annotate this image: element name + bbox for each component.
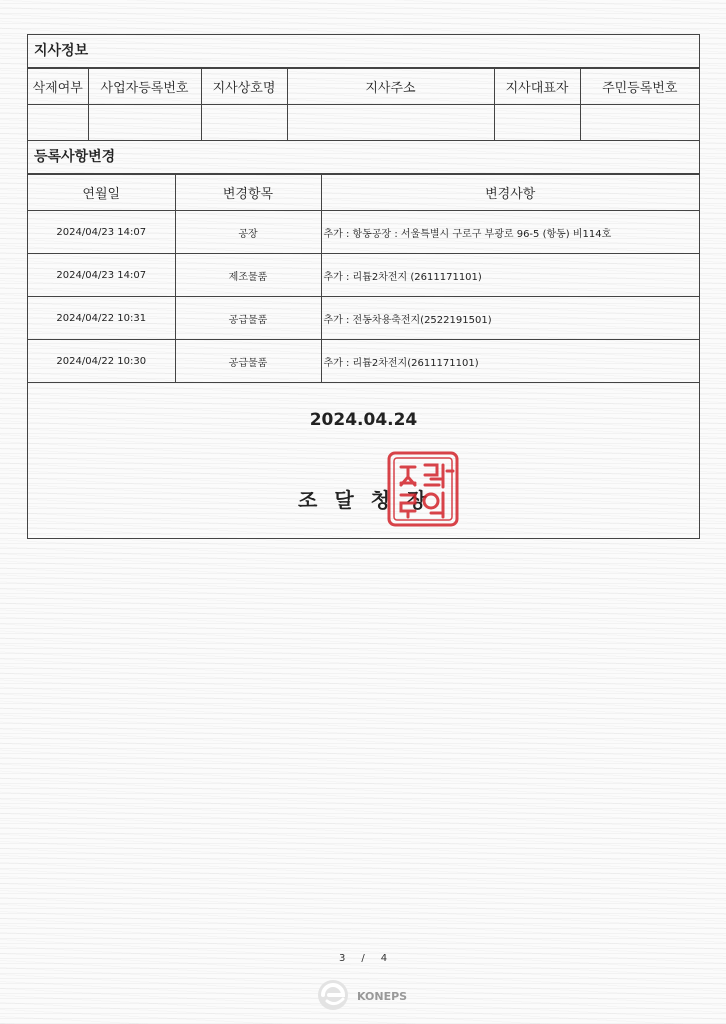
table-row: [28, 254, 699, 297]
change-detail: 추가 : 항동공장 : 서울특별시 구로구 부광로 96-5 (항동) 비114호: [321, 211, 699, 254]
change-date: 2024/04/22 10:30: [28, 340, 175, 383]
change-detail: 추가 : 리튬2차전지(2611171101): [321, 340, 699, 383]
table-cell: [28, 105, 88, 141]
branch-info-table: [28, 68, 699, 141]
table-header-row: [28, 69, 699, 105]
table-cell: [287, 105, 494, 141]
table-header-row: [28, 175, 699, 211]
branch-info-section: [27, 34, 700, 539]
table-cell: [88, 105, 201, 141]
change-item: 제조물품: [175, 254, 321, 297]
page-current: 3: [338, 953, 346, 964]
table-cell: [580, 105, 699, 141]
signature-area: [28, 383, 699, 538]
change-detail: 추가 : 전동차용축전지(2522191501): [321, 297, 699, 340]
koneps-logo: [313, 973, 413, 1013]
page-number: [0, 953, 726, 964]
change-item: 공장: [175, 211, 321, 254]
koneps-logo-text: KONEPS: [357, 990, 408, 1003]
change-date: 2024/04/23 14:07: [28, 211, 175, 254]
table-row: [28, 297, 699, 340]
table-cell: [201, 105, 287, 141]
issue-date: 2024.04.24: [309, 410, 418, 430]
koneps-logo-icon: [313, 973, 357, 1013]
column-header: 지사주소: [287, 69, 494, 105]
table-cell: [494, 105, 580, 141]
official-seal: [385, 449, 461, 529]
certificate-page: [27, 34, 700, 539]
column-header: 사업자등록번호: [88, 69, 201, 105]
page-total: 4: [380, 953, 388, 964]
table-row: [28, 340, 699, 383]
column-header: 지사상호명: [201, 69, 287, 105]
table-row: [28, 211, 699, 254]
table-row: [28, 105, 699, 141]
changes-title: 등록사항변경: [28, 141, 699, 174]
change-date: 2024/04/22 10:31: [28, 297, 175, 340]
change-date: 2024/04/23 14:07: [28, 254, 175, 297]
branch-info-title: 지사정보: [28, 35, 699, 68]
column-header: 연월일: [28, 175, 175, 211]
column-header: 주민등록번호: [580, 69, 699, 105]
change-item: 공급물품: [175, 340, 321, 383]
column-header: 지사대표자: [494, 69, 580, 105]
change-item: 공급물품: [175, 297, 321, 340]
column-header: 변경사항: [321, 175, 699, 211]
page-separator: /: [361, 953, 365, 964]
issuer-name: 조달청장: [298, 488, 444, 512]
change-detail: 추가 : 리튬2차전지 (2611171101): [321, 254, 699, 297]
column-header: 변경항목: [175, 175, 321, 211]
changes-table: [28, 174, 699, 383]
column-header: 삭제여부: [28, 69, 88, 105]
